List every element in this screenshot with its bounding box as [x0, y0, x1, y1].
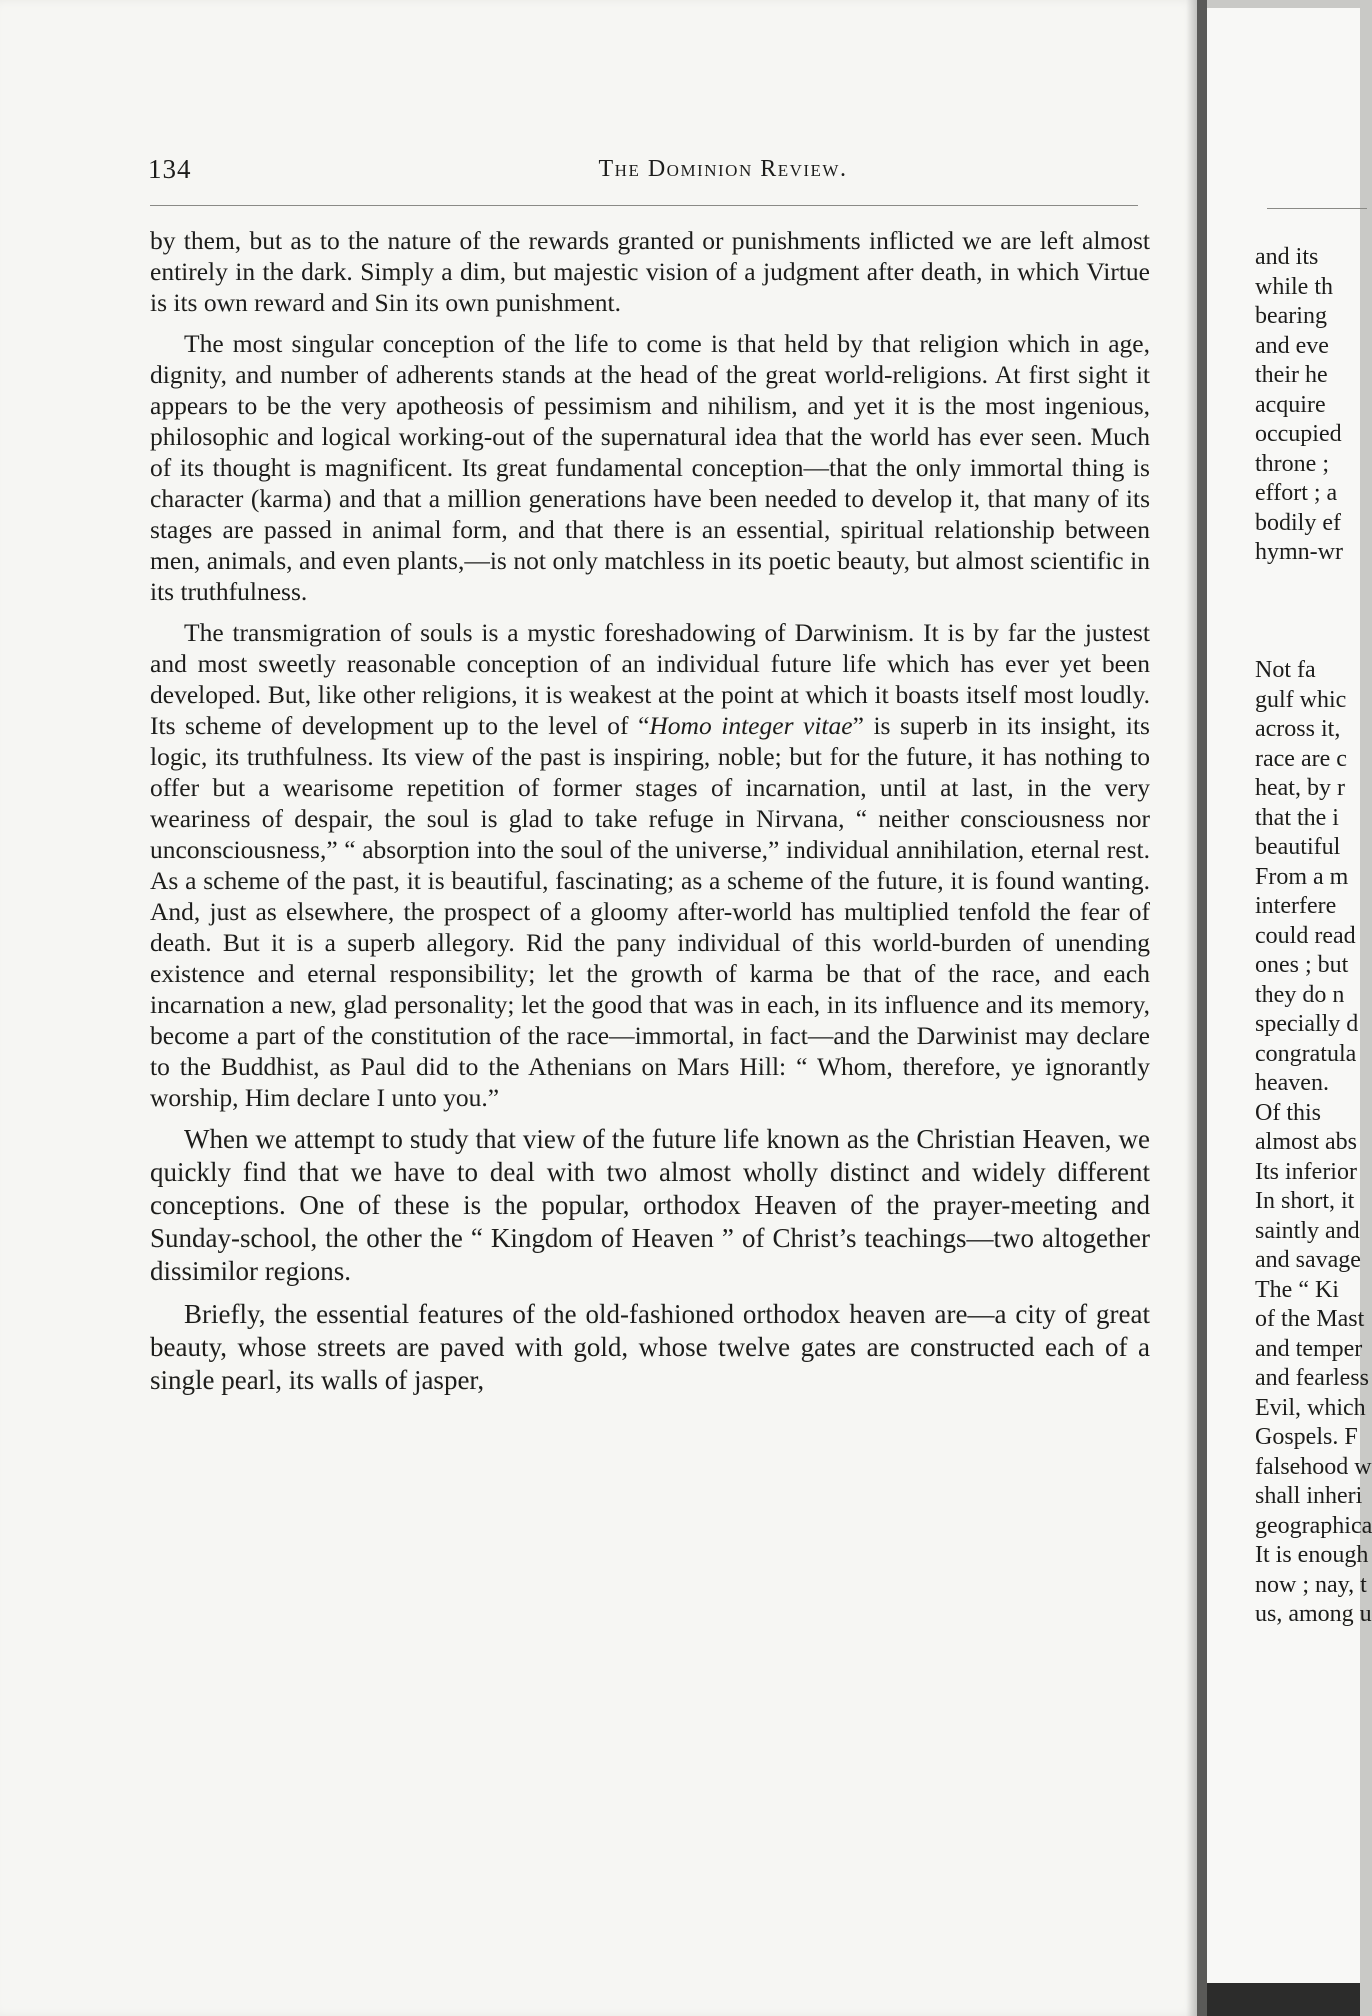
- right-page-text: and its while th bearing and eve their he acquire occupied throne ; effort ; a bodily ef hymn-wr Not fa gulf whic across it, race are c heat, by r that the i beautiful From a m interfere could read ones ; but they do n specially d congratula heaven. Of this almost abs Its inferior In short, it saintly and and savage The “ Ki of the Mast and temper and fearless Evil, which Gospels. F falsehood w shall inheri geographica It is enough now ; nay, t us, among u: [1255, 244, 1372, 1627]
- paragraph-5: Briefly, the essential features of the old-fashioned orthodox heaven are—a city of great beauty, whose streets are paved with gold, whose twelve gates are constructed each of a single pearl, its walls of jasper,: [150, 1299, 1150, 1395]
- header-rule: [150, 205, 1138, 206]
- article-body: [150, 225, 1150, 1407]
- latin-phrase: Homo integer vitae: [649, 711, 853, 740]
- paragraph-4: When we attempt to study that view of the future life known as the Christian Heaven, we quickly find that we have to deal with two almost wholly distinct and widely different conceptions. One of these is the popular, orthodox Heaven of the prayer-meeting and Sunday-school, the other the “ Kingdom of Heaven ” of Christ’s teachings—two altogether dissimilor regions.: [150, 1124, 1150, 1286]
- page-header: [148, 154, 1138, 188]
- scan-edge: [1207, 1983, 1360, 2016]
- paragraph-3: [150, 617, 1150, 1113]
- book-gutter: [1197, 0, 1207, 2016]
- right-header-rule: [1267, 208, 1367, 209]
- running-title: The Dominion Review.: [598, 156, 848, 182]
- paragraph-1: by them, but as to the nature of the rewards granted or punishments inflicted we are left almost entirely in the dark. Simply a dim, but majestic vision of a judgment after death, in which Virtue is its own reward and Sin its own punishment.: [150, 226, 1150, 317]
- paragraph-2: [150, 328, 1150, 607]
- page-number: 134: [148, 154, 192, 184]
- paragraph-3-tail: ” is superb in its insight, its logic, its truthfulness. Its view of the past is inspiring, noble; but for the future, it has nothing to offer but a wearisome repetition of former stages of incarnation, until at last, in the very weariness of despair, the soul is glad to take refuge in Nirvana, “ neither consciousness nor unconsciousness,” “ absorption into the soul of the universe,” individual annihilation, eternal rest. As a scheme of the past, it is beautiful, fascinating; as a scheme of the future, it is found wanting. And, just as elsewhere, the prospect of a gloomy after-world has multiplied tenfold the fear of death. But it is a superb allegory. Rid the pany individual of this world-burden of unending existence and eternal responsibility; let the growth of karma be that of the race, and each incarnation a new, glad personality; let the good that was in each, in its influence and its memory, become a part of the constitution of the race—immortal, in fact—and the Darwinist may declare to the Buddhist, as Paul did to the Athenians on Mars Hill: “ Whom, therefore, ye ignorantly worship, Him declare I unto you.”: [150, 711, 1150, 1112]
- right-page-fragment: [1207, 8, 1372, 1983]
- paragraph-2-text: The most singular conception of the life to come is that held by that religion which in age, dignity, and number of adherents stands at the head of the great world-religions. At first sight it appears to be the very apotheosis of pessimism and nihilism, and yet it is the most ingenious, philosophic and logical working-out of the supernatural idea that the world has ever seen. Much of its thought is magnificent. Its great fundamental conception—that the only immortal thing is character: [150, 329, 1150, 513]
- paragraph-3-text: The transmigration of souls is a mystic foreshadowing of Darwinism. It is by far the justest and most sweetly reasonable conception of an individual future life which has ever yet been developed. But, like other religions, it is weakest at the point at which it boasts itself most loudly. Its scheme of development up to the level of “: [150, 618, 1150, 740]
- paragraph-2-tail: (karma) and that a million generations have been needed to develop it, that many of its stages are passed in animal form, and that there is an essential, spiritual relationship between men, animals, and even plants,—is not only matchless in its poetic beauty, but almost scientific in its truthfulness.: [150, 484, 1150, 606]
